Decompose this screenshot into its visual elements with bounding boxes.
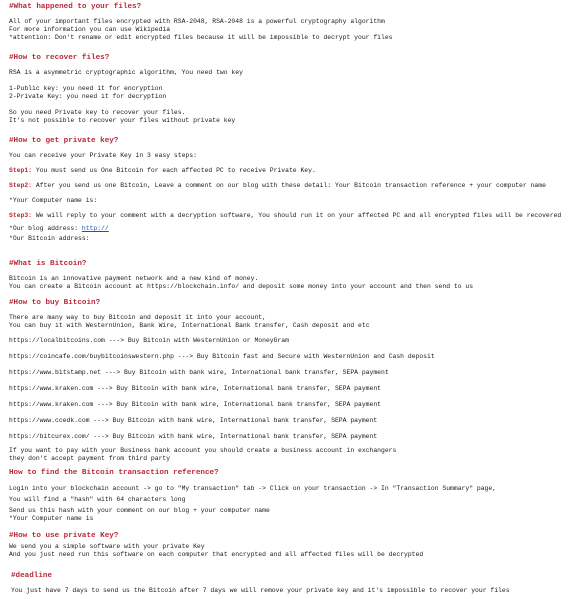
exchange-item: https://coincafe.com/buybitcoinswestern.php ---> Buy Bitcoin fast and Secure with WesternUnion and Cash deposit [9, 353, 435, 361]
section-get-private-key [9, 137, 584, 243]
exchange-item: https://www.kraken.com ---> Buy Bitcoin with bank wire, International bank transfer, SEPA payment [9, 385, 381, 393]
section-deadline [11, 572, 584, 595]
exchange-item: https://localbitcoins.com ---> Buy Bitcoin with WesternUnion or MoneyGram [9, 337, 289, 345]
text-line: 1-Public key: you need it for encryption [9, 85, 163, 93]
section-transaction-reference [9, 469, 584, 523]
section-how-to-recover [9, 54, 584, 125]
text-line: You can create a Bitcoin account at https://blockchain.info/ and deposit some money into your account and then send to us [9, 283, 474, 291]
section-title: #What is Bitcoin? [9, 260, 87, 268]
text-line: So you need Private key to recover your files. [9, 109, 186, 117]
text-line: You just have 7 days to send us the Bitcoin after 7 days we will remove your private key and it's impossible to recover your files [11, 587, 510, 595]
section-title: #How to get private key? [9, 137, 119, 145]
step-label: Step3: [9, 212, 33, 220]
text-line: We send you a simple software with your private Key [9, 543, 205, 551]
text-line: *attention: Don't rename or edit encrypted files because it will be impossible to decrypt your files [9, 34, 393, 42]
section-use-private-key [9, 532, 584, 559]
section-title: #How to use private Key? [9, 532, 119, 540]
section-title: #What happened to your files? [9, 3, 142, 11]
step-text: You must send us One Bitcoin for each affected PC to receive Private Key. [32, 167, 316, 175]
step-1 [9, 167, 584, 175]
section-what-is-bitcoin [9, 260, 584, 291]
text-line: It's not possible to recover your files without private key [9, 117, 236, 125]
section-title: #deadline [11, 572, 53, 580]
text-line: Login into your blockchain account -> go to "My transaction" tab -> Click on your transaction -> In "Transaction Summary" page, [9, 485, 497, 493]
step-text: After you send us one Bitcoin, Leave a comment on our blog with these detail: Your Bitcoin transaction reference + your computer name [32, 182, 546, 190]
text-line: All of your important files encrypted with RSA-2048, RSA-2048 is a powerful cryptography algorithm [9, 18, 385, 26]
text-line: And you just need run this software on each computer that encrypted and all affected files will be decrypted [9, 551, 424, 559]
section-title: How to find the Bitcoin transaction reference? [9, 469, 219, 477]
blog-label: *Our blog address: [9, 225, 82, 233]
section-what-happened [9, 3, 584, 42]
text-line: *Your Computer name is: [9, 197, 98, 205]
exchange-item: https://bitcurex.com/ ---> Buy Bitcoin with bank wire, International bank transfer, SEPA payment [9, 433, 378, 441]
text-line: 2-Private Key: you need it for decryption [9, 93, 167, 101]
step-2 [9, 182, 584, 190]
text-line: *Your Computer name is [9, 515, 94, 523]
text-line: If you want to pay with your Business bank account you should create a business account in exchangers [9, 447, 397, 455]
text-line: You can buy it with WesternUnion, Bank Wire, International Bank transfer, Cash deposit and etc [9, 322, 370, 330]
text-line: There are many way to buy Bitcoin and deposit it into your account, [9, 314, 266, 322]
text-line: Bitcoin is an innovative payment network and a new kind of money. [9, 275, 259, 283]
text-line: they don't accept payment from third party [9, 455, 171, 463]
section-title: #How to buy Bitcoin? [9, 299, 101, 307]
text-line: For more information you can use Wikipedia [9, 26, 171, 34]
text-line: *Our Bitcoin address: [9, 235, 90, 243]
section-how-to-buy [9, 299, 584, 463]
text-line: You will find a "hash" with 64 characters long [9, 496, 186, 504]
exchange-item: https://www.kraken.com ---> Buy Bitcoin with bank wire, International bank transfer, SEPA payment [9, 401, 381, 409]
exchange-item: https://www.ccedk.com ---> Buy Bitcoin with bank wire, International bank transfer, SEPA payment [9, 417, 378, 425]
text-line: Send us this hash with your comment on our blog + your computer name [9, 507, 270, 515]
step-label: Step2: [9, 182, 33, 190]
text-line: You can receive your Private Key in 3 easy steps: [9, 152, 197, 160]
text-line: RSA is a asymmetric cryptographic algorithm, You need two key [9, 69, 243, 77]
step-3 [9, 212, 584, 220]
step-text: We will reply to your comment with a decryption software, You should run it on your affected PC and all encrypted files will be recovered [32, 212, 562, 220]
step-label: Step1: [9, 167, 33, 175]
blog-link[interactable]: http:// [81, 225, 109, 233]
blog-address [9, 225, 584, 233]
section-title: #How to recover files? [9, 54, 110, 62]
exchange-item: https://www.bitstamp.net ---> Buy Bitcoin with bank wire, International bank transfer, SEPA payment [9, 369, 389, 377]
